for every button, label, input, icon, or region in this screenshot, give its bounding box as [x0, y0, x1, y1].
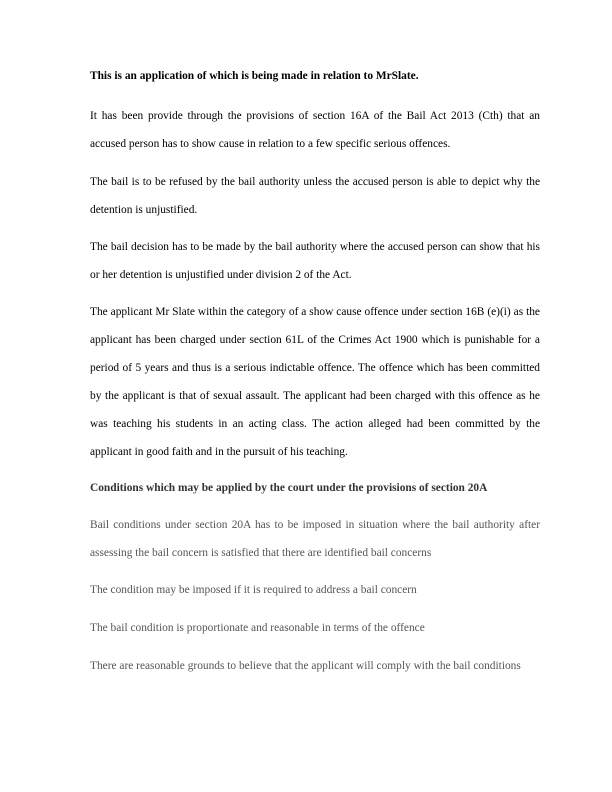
paragraph-2: The bail is to be refused by the bail authority unless the accused person is able to depict why the detention is unjustified.	[90, 176, 540, 216]
condition-1: Bail conditions under section 20A has to be imposed in situation where the bail authority after assessing the bail concern is satisfied that there are identified bail concerns	[90, 519, 540, 559]
condition-2: The condition may be imposed if it is required to address a bail concern	[90, 584, 417, 596]
paragraph-1: It has been provide through the provisions of section 16A of the Bail Act 2013 (Cth) that an accused person has to show cause in relation to a few specific serious offences.	[90, 110, 540, 150]
paragraph-4: The applicant Mr Slate within the category of a show cause offence under section 16B (e)(i) as the applicant has been charged under section 61L of the Crimes Act 1900 which is punishable for a period of 5 years and thus is a serious indictable offence. The offence which has been committed by the applicant is that of sexual assault. The applicant had been charged with this offence as he was teaching his students in an acting class. The action alleged had been committed by the applicant in good faith and in the pursuit of his teaching.	[90, 306, 540, 458]
conditions-heading: Conditions which may be applied by the court under the provisions of section 20A	[90, 482, 488, 494]
condition-4: There are reasonable grounds to believe that the applicant will comply with the bail conditions	[90, 660, 521, 672]
condition-3: The bail condition is proportionate and reasonable in terms of the offence	[90, 622, 425, 634]
document-title: This is an application of which is being made in relation to MrSlate.	[90, 70, 419, 82]
paragraph-3: The bail decision has to be made by the bail authority where the accused person can show that his or her detention is unjustified under division 2 of the Act.	[90, 241, 540, 281]
